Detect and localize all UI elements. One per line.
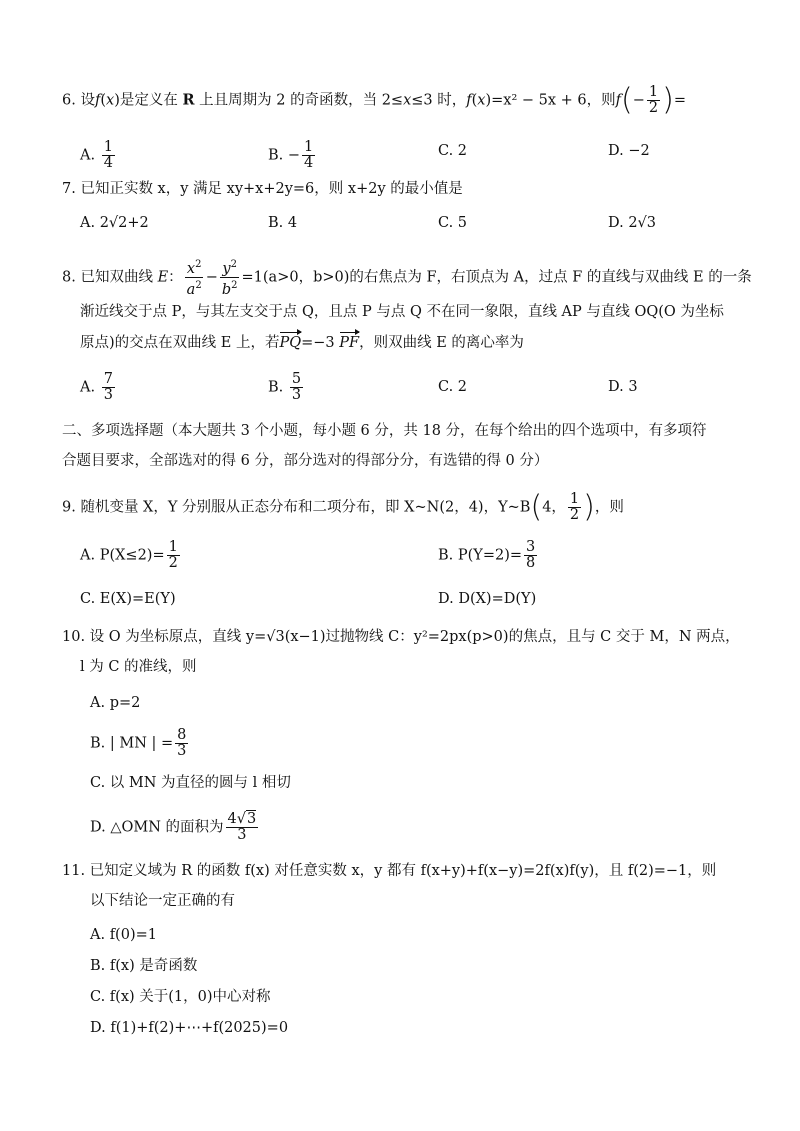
q7-option-d[interactable]: D. 2√3 (608, 215, 657, 231)
question-7-stem: 7. 已知正实数 x，y 满足 xy+x+2y=6，则 x+2y 的最小值是 (62, 181, 463, 197)
q10-option-a[interactable]: A. p=2 (90, 695, 141, 711)
q9-option-a[interactable]: A. P(X≤2)= $\frac{1}{2}$ (80, 539, 178, 571)
q11-option-b[interactable]: B. f(x) 是奇函数 (90, 958, 198, 974)
q7-option-a[interactable]: A. 2√2+2 (80, 215, 149, 231)
question-8-line-2: 渐近线交于点 P，与其左支交于点 Q，且点 P 与点 Q 不在同一象限，直线 AP 与直线 OQ(O 为坐标 (80, 304, 724, 320)
q8-option-c[interactable]: C. 2 (438, 379, 468, 395)
section-2-heading-line-2: 合题目要求，全部选对的得 6 分，部分选对的得部分分，有选错的得 0 分） (62, 453, 549, 469)
question-10-line-1: 10. 设 O 为坐标原点，直线 y=√3(x−1)过抛物线 C：y²=2px(p>0)的焦点，且与 C 交于 M，N 两点， (62, 629, 740, 645)
q8-option-a[interactable]: A. $\frac{7}{3}$ (80, 371, 113, 403)
q6-option-a[interactable]: A. $\frac{1}{4}$ (80, 139, 113, 171)
q7-option-c[interactable]: C. 5 (438, 215, 468, 231)
question-8-line-3: 原点)的交点在双曲线 E 上，若PQ=−3 PF，则双曲线 E 的离心率为 (80, 332, 524, 354)
q9-option-c[interactable]: C. E(X)=E(Y) (80, 591, 176, 607)
question-9-stem: 9. 随机变量 X，Y 分别服从正态分布和二项分布，即 X~N(2，4)，Y~B(4， $\frac{1}{2}$ )，则 (62, 489, 624, 525)
question-11-line-1: 11. 已知定义域为 R 的函数 f(x) 对任意实数 x，y 都有 f(x+y)+f(x−y)=2f(x)f(y)，且 f(2)=−1，则 (62, 863, 717, 879)
q7-option-b[interactable]: B. 4 (268, 215, 298, 231)
question-11-line-2: 以下结论一定正确的有 (90, 893, 235, 909)
q11-option-a[interactable]: A. f(0)=1 (90, 927, 157, 943)
question-10-line-2: l 为 C 的准线，则 (80, 659, 197, 675)
q6-option-c[interactable]: C. 2 (438, 143, 468, 159)
q10-option-d[interactable]: D. △OMN 的面积为 $\frac{4√3}{3}$ (90, 811, 257, 843)
q8-option-b[interactable]: B. $\frac{5}{3}$ (268, 371, 302, 403)
q9-option-d[interactable]: D. D(X)=D(Y) (438, 591, 537, 607)
q9-option-b[interactable]: B. P(Y=2)= $\frac{3}{8}$ (438, 539, 536, 571)
q10-option-c[interactable]: C. 以 MN 为直径的圆与 l 相切 (90, 775, 291, 791)
q6-option-b[interactable]: B. − $\frac{1}{4}$ (268, 139, 314, 171)
q10-option-b[interactable]: B. | MN | = $\frac{8}{3}$ (90, 727, 187, 759)
section-2-heading-line-1: 二、多项选择题（本大题共 3 个小题，每小题 6 分，共 18 分，在每个给出的四个选项中，有多项符 (62, 423, 707, 439)
q6-option-d[interactable]: D. −2 (608, 143, 650, 159)
q11-option-d[interactable]: D. f(1)+f(2)+⋯+f(2025)=0 (90, 1020, 289, 1036)
q8-option-d[interactable]: D. 3 (608, 379, 638, 395)
question-6-stem: 6. 设f(x)是定义在 R 上且周期为 2 的奇函数，当 2≤x≤3 时，f(x)=x² − 5x + 6，则f(− $\frac{1}{2}$ )= (62, 82, 687, 118)
q11-option-c[interactable]: C. f(x) 关于(1，0)中心对称 (90, 989, 271, 1005)
question-8-line-1: 8. 已知双曲线 E： $\frac{x^2}{a^2}$ − $\frac{y^2}{b^2}$ =1(a>0，b>0)的右焦点为 F，右顶点为 A，过点 F 的直线与双曲线 E 的一条 (62, 259, 752, 298)
